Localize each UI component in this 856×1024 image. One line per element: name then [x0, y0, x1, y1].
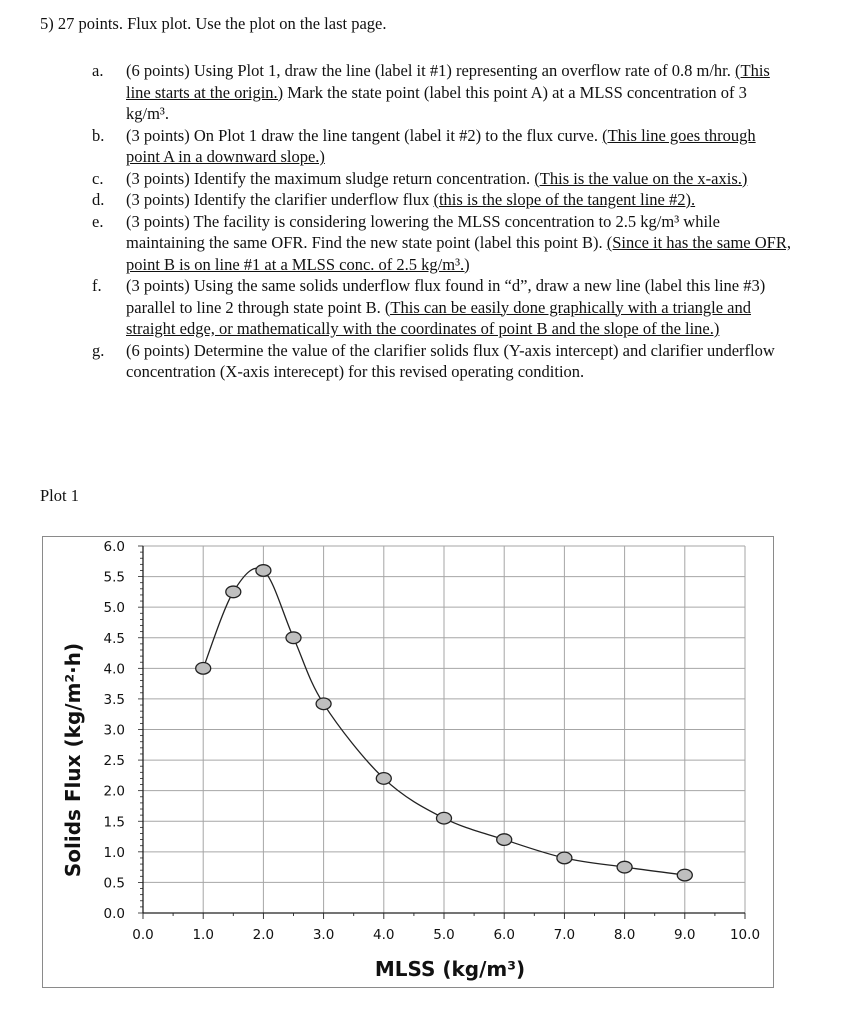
y-tick-label: 4.5 [103, 630, 125, 647]
item-text: (3 points) Using the same solids underflow flux found in “d”, draw a new line (label this line #3) parallel to line 2 through state point B. (This can be easily done graphically with a triangle and straight edge, or mathematically with the coordinates of point B and the slope of the line.) [126, 276, 766, 338]
y-tick-label: 2.0 [103, 783, 125, 800]
x-tick-label: 7.0 [553, 927, 576, 943]
item-text: (6 points) Determine the value of the clarifier solids flux (Y-axis intercept) and clarifier underflow concentration (X-axis interecept) for this revised operating condition. [126, 340, 775, 381]
item-a [92, 60, 792, 125]
data-point [617, 861, 632, 873]
y-tick-label: 3.0 [103, 722, 125, 739]
data-point [316, 698, 331, 710]
data-point [286, 632, 301, 644]
item-text: (6 points) Using Plot 1, draw the line (label it #1) representing an overflow rate of 0.8 m/hr. (This line starts at the origin.) Mark the state point (label this point A) at a MLSS concentration of 3 kg/m³. [126, 61, 770, 123]
chart-svg [42, 536, 774, 988]
item-text: (3 points) The facility is considering lowering the MLSS concentration to 2.5 kg/m³ while maintaining the same OFR. Find the new state point (label this point B). (Since it has the same OFR, point B is on line #1 at a MLSS conc. of 2.5 kg/m³.) [126, 211, 791, 274]
item-e [92, 211, 792, 276]
plot-label: Plot 1 [40, 486, 79, 505]
y-tick-label: 2.5 [103, 753, 125, 770]
y-tick-label: 0.0 [103, 906, 125, 922]
data-point [437, 812, 452, 824]
item-label: a. [92, 61, 104, 80]
item-label: f. [92, 276, 102, 295]
x-axis-label: MLSS (kg/m³) [374, 957, 526, 981]
x-tick-label: 2.0 [252, 927, 275, 943]
y-axis-label: Solids Flux (kg/m²·h) [61, 642, 85, 878]
x-tick-label: 5.0 [433, 927, 455, 943]
x-tick-label: 6.0 [493, 927, 515, 943]
question-header: 5) 27 points. Flux plot. Use the plot on the last page. [40, 14, 387, 33]
y-tick-label: 5.5 [103, 569, 125, 586]
x-tick-label: 10.0 [729, 927, 761, 943]
data-point [376, 773, 391, 785]
y-tick-label: 0.5 [103, 875, 125, 892]
item-b [92, 125, 792, 168]
item-text: (3 points) Identify the maximum sludge return concentration. (This is the value on the x-axis.) [126, 168, 748, 188]
data-point [256, 565, 271, 577]
y-tick-label: 6.0 [103, 539, 125, 555]
item-f [92, 275, 792, 340]
y-tick-label: 5.0 [103, 600, 125, 617]
item-label: g. [92, 340, 105, 360]
data-point [497, 834, 512, 846]
x-tick-label: 9.0 [674, 927, 696, 943]
item-d [92, 189, 792, 211]
item-g [92, 340, 792, 383]
item-text: (3 points) On Plot 1 draw the line tangent (label it #2) to the flux curve. (This line goes through point A in a downward slope.) [126, 125, 756, 166]
y-tick-label: 4.0 [103, 661, 125, 678]
x-tick-label: 0.0 [132, 927, 154, 943]
y-tick-label: 1.0 [103, 844, 125, 861]
item-label: e. [92, 211, 104, 231]
y-tick-label: 3.5 [103, 691, 125, 708]
y-tick-label: 1.5 [103, 814, 125, 831]
data-point [226, 586, 241, 598]
chart-frame [43, 537, 774, 988]
data-point [677, 869, 692, 881]
item-label: b. [92, 125, 105, 145]
item-text: (3 points) Identify the clarifier underflow flux (this is the slope of the tangent line #2). [126, 190, 696, 209]
item-label: d. [92, 190, 105, 209]
flux-chart [42, 536, 774, 988]
data-point [196, 663, 211, 675]
data-point [557, 852, 572, 864]
x-tick-label: 3.0 [312, 927, 335, 943]
question-items [92, 60, 792, 383]
item-label: c. [92, 168, 104, 188]
x-tick-label: 8.0 [613, 927, 636, 943]
x-tick-label: 4.0 [373, 927, 395, 943]
x-tick-label: 1.0 [192, 927, 214, 943]
item-c [92, 168, 792, 190]
